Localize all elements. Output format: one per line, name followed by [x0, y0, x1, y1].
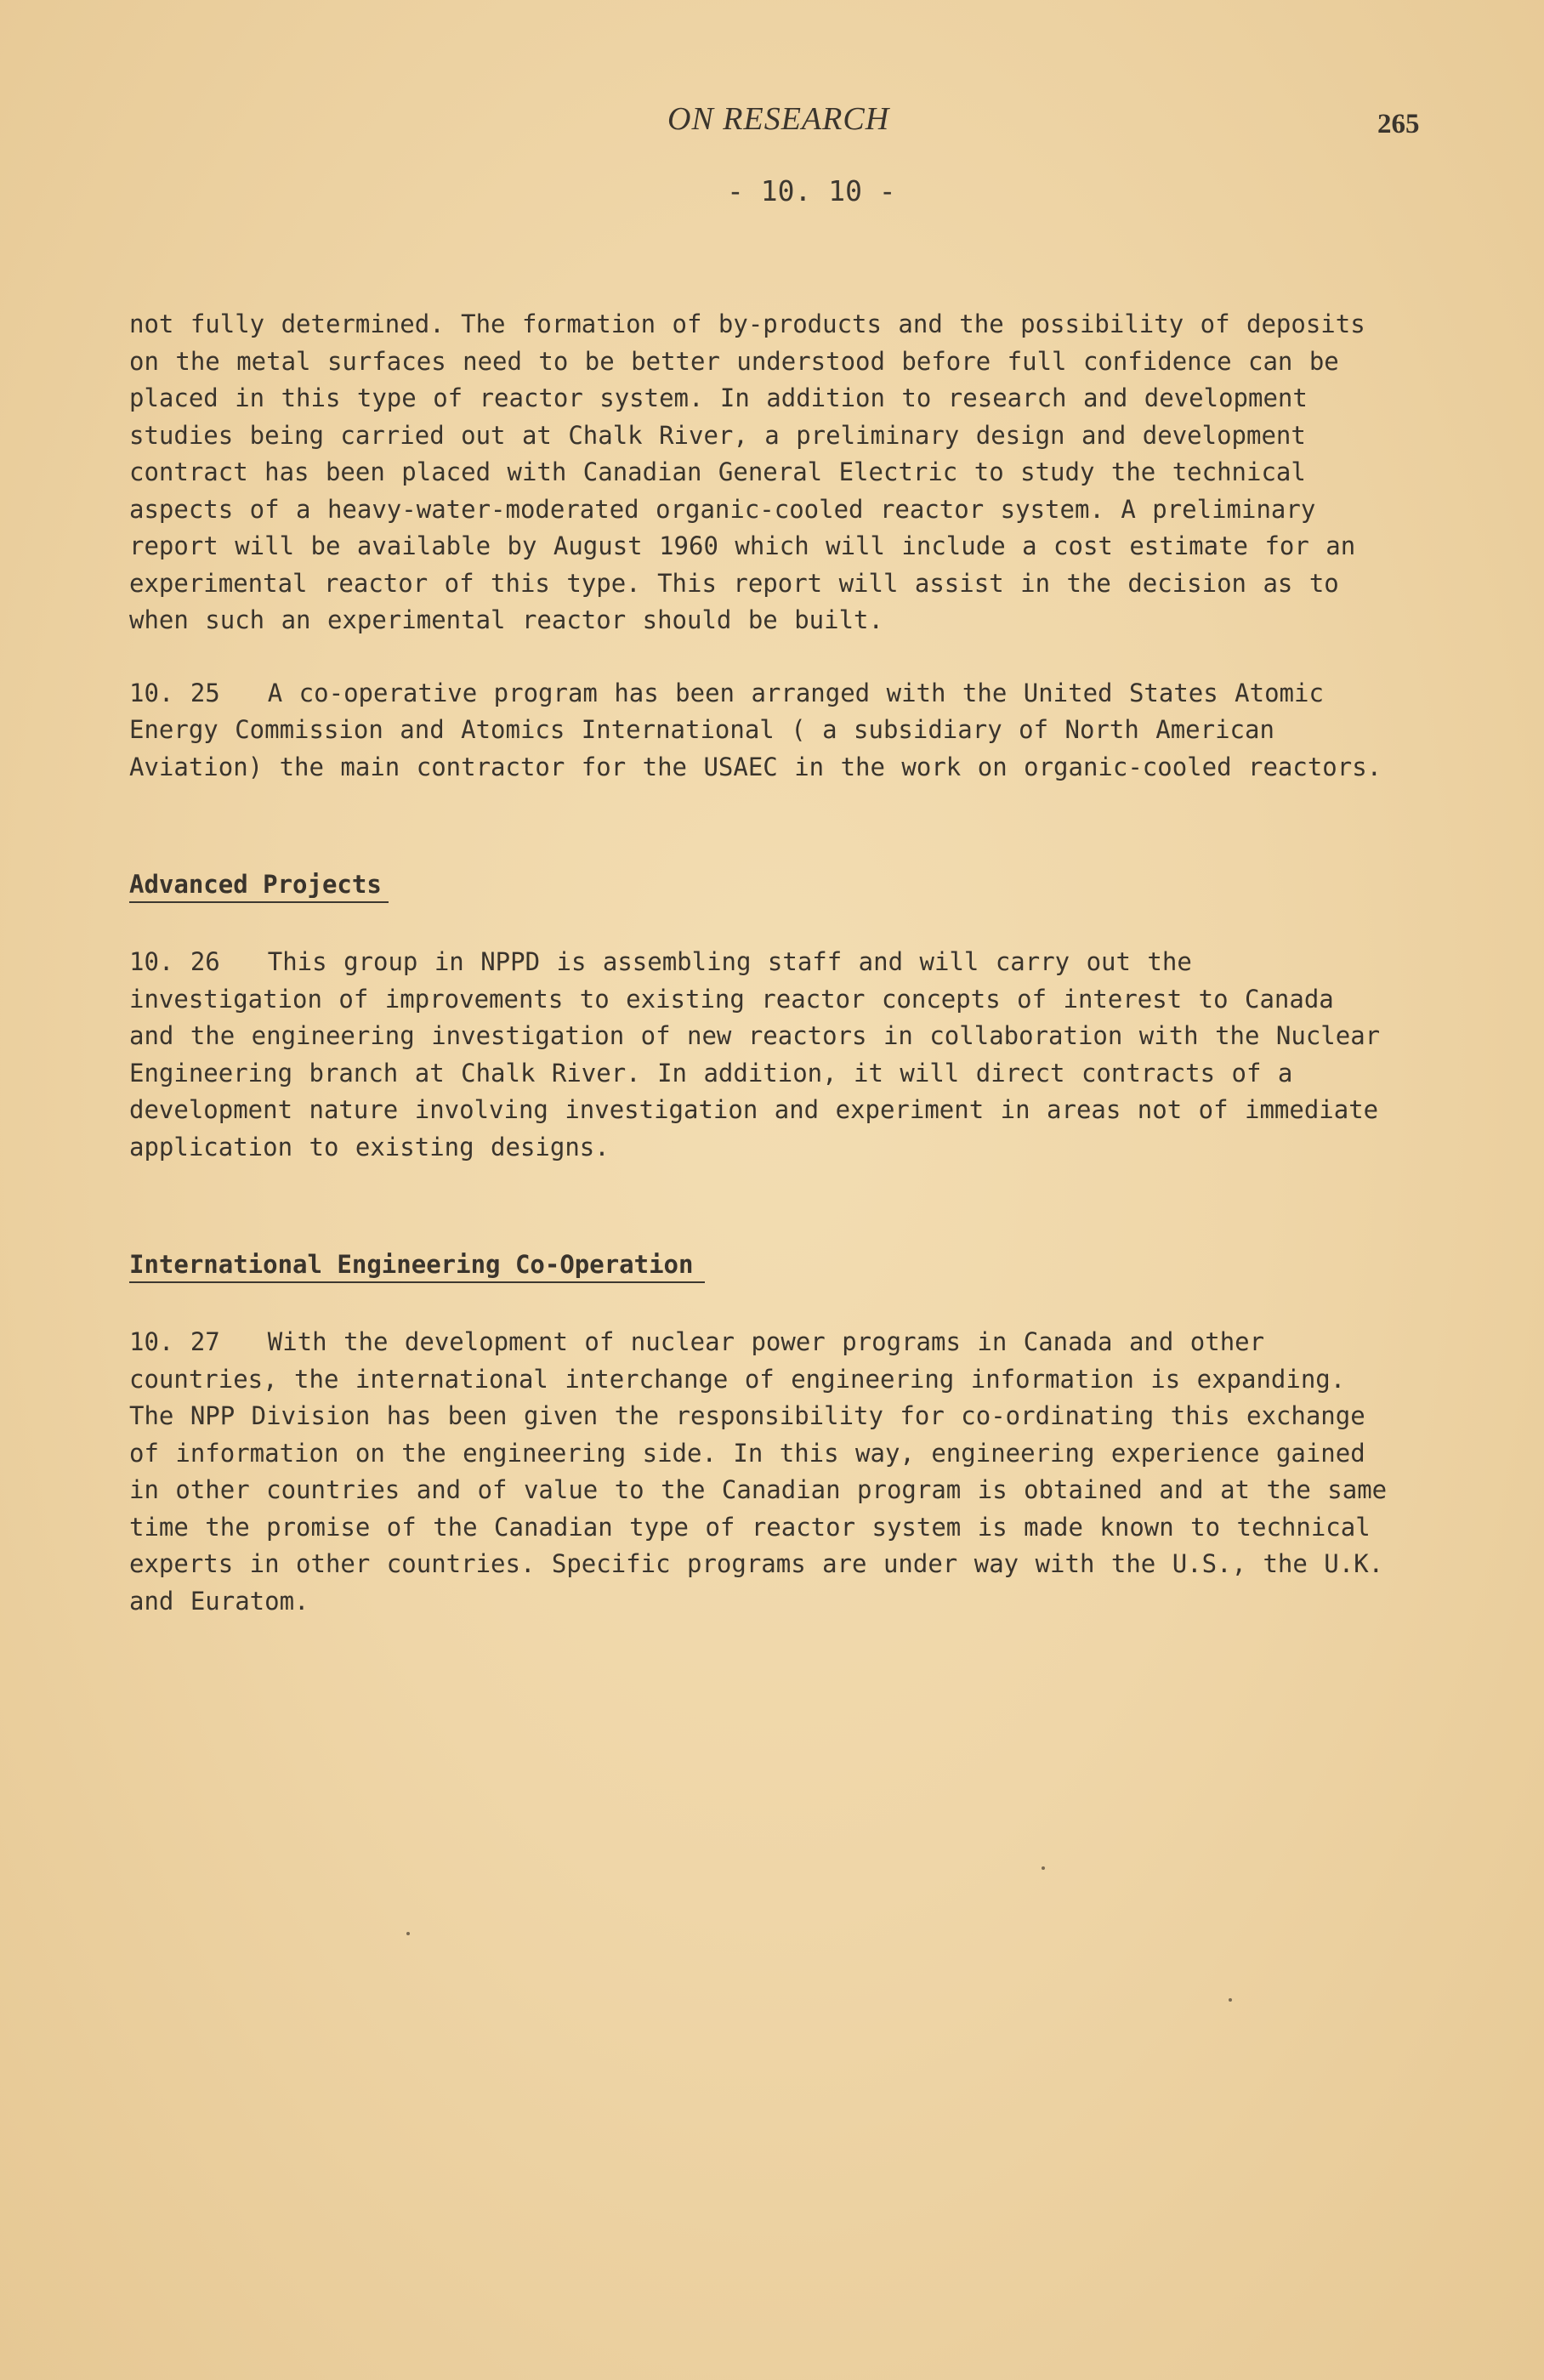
- paragraph-text: This group in NPPD is assembling staff and will carry out the investigation of improvements to existing reactor concepts of interest to Canada and the engineering investigation of new reactors in collaboration with the Nuclear Engineering branch at Chalk River. In addition, it will direct contracts of a development nature involving investigation and experiment in areas not of immediate application to existing designs.: [129, 947, 1381, 1162]
- section-heading-advanced-projects: Advanced Projects: [129, 867, 389, 903]
- paragraph-10-26: [129, 944, 1388, 1166]
- paragraph-text: A co-operative program has been arranged with the United States Atomic Energy Commission and Atomics International ( a subsidiary of North American Aviation) the main contractor for the USAEC in the work on organic-cooled reactors.: [129, 678, 1382, 781]
- paper-speck: [406, 1932, 410, 1935]
- paper-speck: [1042, 1866, 1045, 1870]
- continuation-paragraph: not fully determined. The formation of by-products and the possibility of deposits on the metal surfaces need to be better understood before full confidence can be placed in this type of reactor system. In addition to research and development studies being carried out at Chalk River, a preliminary design and development contract has been placed with Canadian General Electric to study the technical aspects of a heavy-water-moderated organic-cooled reactor system. A preliminary report will be available by August 1960 which will include a cost estimate for an experimental reactor of this type. This report will assist in the decision as to when such an experimental reactor should be built.: [129, 310, 1365, 634]
- section-number: - 10. 10 -: [727, 174, 896, 207]
- paragraph-text: With the development of nuclear power programs in Canada and other countries, the international interchange of engineering information is expanding. The NPP Division has been given the responsibility for co-ordinating this exchange of information on the engineering side. In this way, engineering experience gained in other countries and of value to the Canadian program is obtained and at the same time the promise of the Canadian type of reactor system is made known to technical experts in other countries. Specific programs are under way with the U.S., the U.K. and Euratom.: [129, 1327, 1388, 1616]
- page-body: [129, 306, 1388, 1620]
- paragraph-number: 10. 25: [129, 678, 220, 707]
- section-heading-international-engineering: International Engineering Co-Operation: [129, 1247, 705, 1283]
- paper-speck: [1229, 1998, 1232, 2002]
- running-head: [0, 100, 1544, 143]
- paragraph-10-27: [129, 1324, 1388, 1620]
- page-number: 265: [1377, 109, 1420, 139]
- paragraph-number: 10. 27: [129, 1327, 220, 1356]
- paragraph-number: 10. 26: [129, 947, 220, 976]
- paragraph-10-25: [129, 675, 1388, 787]
- running-title: ON RESEARCH: [667, 101, 890, 137]
